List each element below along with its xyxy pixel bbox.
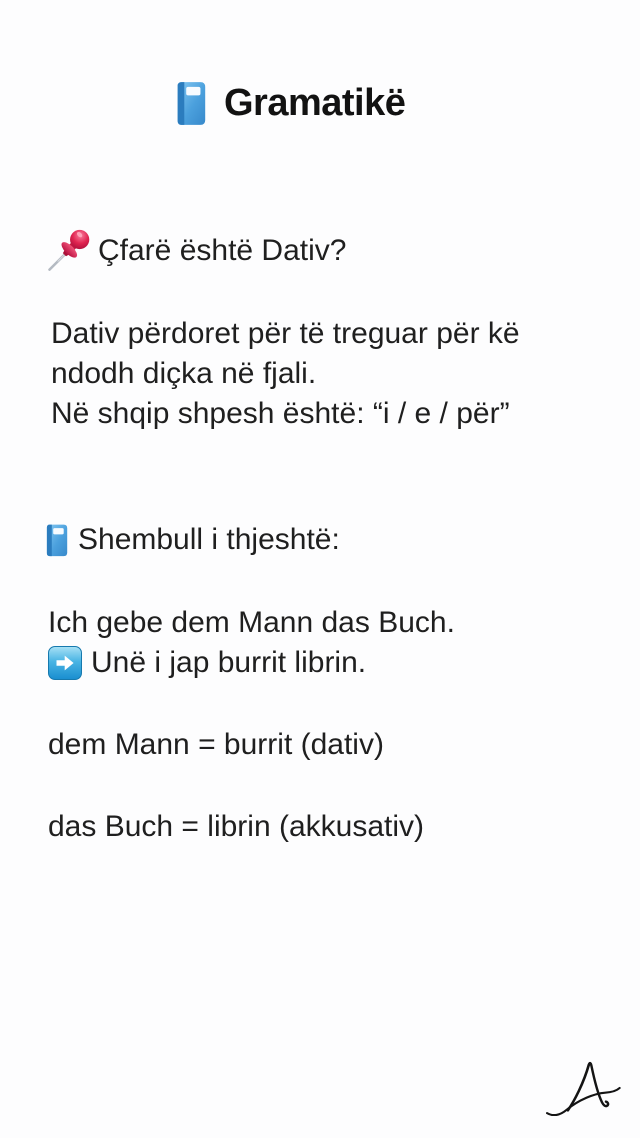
signature-logo <box>545 1060 621 1116</box>
blue-book-icon <box>171 80 209 126</box>
german-sentence: Ich gebe dem Mann das Buch. <box>48 606 455 639</box>
blue-book-icon <box>42 522 70 558</box>
example-block <box>48 603 455 683</box>
right-arrow-icon <box>48 646 82 680</box>
dativ-explanation <box>51 314 520 434</box>
paragraph-line: Në shqip shpesh është: “i / e / për” <box>51 397 510 430</box>
page-title: Gramatikë <box>224 82 406 124</box>
section-dativ-heading: Çfarë është Dativ? <box>98 234 347 267</box>
section-dativ-heading-row <box>48 228 346 274</box>
section-example-heading-row <box>42 520 340 560</box>
section-example-heading: Shembull i thjeshtë: <box>78 523 340 556</box>
page-title-row <box>171 80 405 126</box>
dativ-mapping: dem Mann = burrit (dativ) <box>48 728 384 761</box>
akkusativ-mapping: das Buch = librin (akkusativ) <box>48 810 424 843</box>
albanian-translation: Unë i jap burrit librin. <box>91 646 367 679</box>
paragraph-line: ndodh diçka në fjali. <box>51 357 317 390</box>
pushpin-icon <box>48 228 92 274</box>
paragraph-line: Dativ përdoret për të treguar për kë <box>51 317 520 350</box>
